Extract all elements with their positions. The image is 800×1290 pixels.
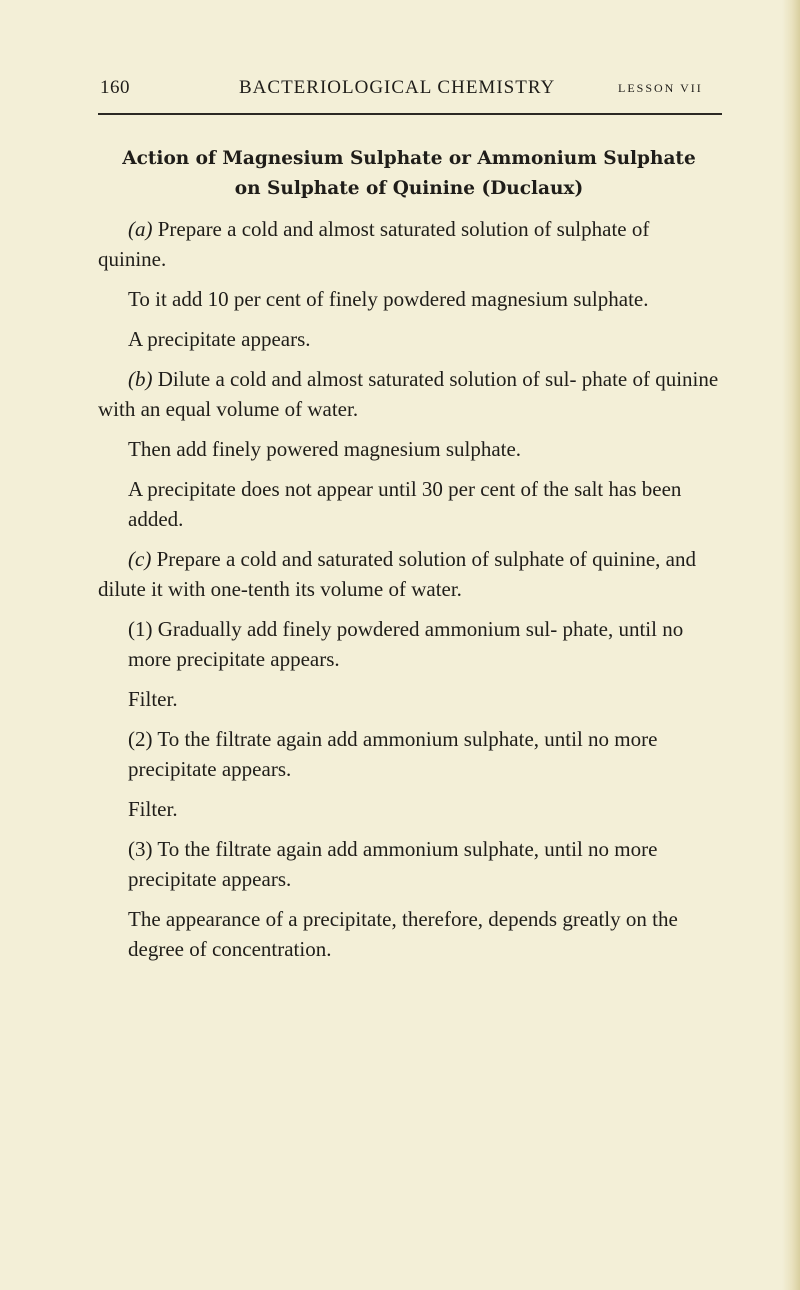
paragraph-c-step-2: (2) To the filtrate again add ammonium sulphate, until no more precipitate appears. [128, 727, 658, 781]
page-edge-shadow [782, 0, 800, 1290]
section-title-line-2: on Sulphate of Quinine (Duclaux) [234, 178, 584, 199]
paragraph-c [98, 544, 720, 604]
paragraph-c-text: Prepare a cold and saturated solution of sulphate of quinine, and dilute it with one-tenth its volume of water. [98, 547, 696, 601]
paragraph-c-step-1: (1) Gradually add finely powdered ammonium sul- phate, until no more precipitate appears. [128, 617, 684, 671]
paragraph-a-step-1: To it add 10 per cent of finely powdered magnesium sulphate. [128, 287, 649, 311]
paragraph-c-step-3: (3) To the filtrate again add ammonium sulphate, until no more precipitate appears. [128, 837, 658, 891]
page-body [98, 144, 720, 974]
paragraph-b [98, 364, 720, 424]
paragraph-c-label: (c) [128, 547, 152, 571]
page-header [100, 77, 720, 109]
lesson-label: LESSON VII [618, 81, 703, 95]
paragraph-a-label: (a) [128, 217, 153, 241]
paragraph-b-step-1: Then add finely powered magnesium sulphate. [128, 437, 522, 461]
paragraph-a [98, 214, 720, 274]
paragraph-b-label: (b) [128, 367, 153, 391]
header-rule [98, 113, 722, 115]
page-number: 160 [100, 77, 130, 98]
conclusion-paragraph: The appearance of a precipitate, therefore, depends greatly on the degree of concentration. [128, 907, 678, 961]
paragraph-a-text: Prepare a cold and almost saturated solution of sulphate of quinine. [98, 217, 650, 271]
paragraph-b-text: Dilute a cold and almost saturated solution of sul- phate of quinine with an equal volume of water. [98, 367, 719, 421]
running-title: BACTERIOLOGICAL CHEMISTRY [239, 77, 556, 98]
paragraph-c-filter-2: Filter. [128, 797, 178, 821]
paragraph-a-step-2: A precipitate appears. [128, 327, 311, 351]
section-title-line-1: Action of Magnesium Sulphate or Ammonium Sulphate [122, 148, 696, 169]
paragraph-b-step-2: A precipitate does not appear until 30 per cent of the salt has been added. [128, 477, 682, 531]
paragraph-c-filter-1: Filter. [128, 687, 178, 711]
section-title [98, 144, 720, 204]
